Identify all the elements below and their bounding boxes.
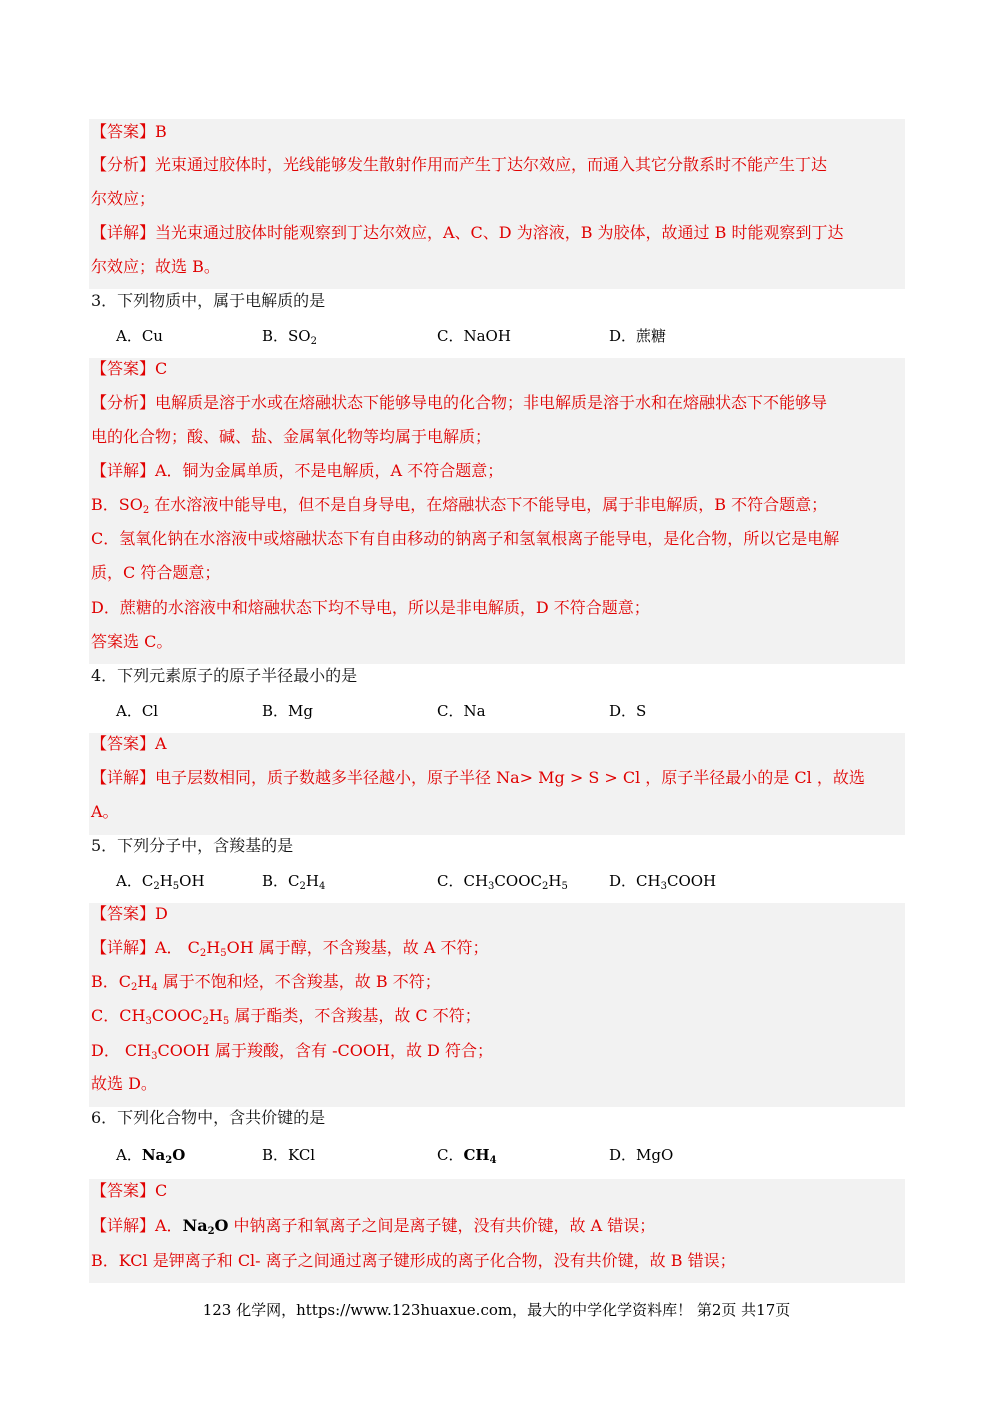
q5-detail-line2: B．$C_2H_4$ 属于不饱和烃，不含羧基，故 B 不符； <box>91 972 441 993</box>
page-footer: 123 化学网，https://www.123huaxue.com，最大的中学化学资料库！ 第2页 共17页 <box>202 1301 791 1319</box>
q5-detail-line4: D． $CH_3COOH$ 属于羧酸，含有 -COOH，故 D 符合； <box>91 1041 493 1062</box>
q6-option-d: D．MgO <box>609 1146 674 1164</box>
q5-detail-line1: 【详解】A． $C_2H_5OH$ 属于醇，不含羧基，故 A 不符； <box>91 938 489 959</box>
q6-stem: 6．下列化合物中，含共价键的是 <box>91 1108 326 1127</box>
q2-answer: 【答案】B <box>91 122 167 141</box>
q5-detail-line3: C．$CH_3COOC_2H_5$ 属于酯类，不含羧基，故 C 不符； <box>91 1006 481 1027</box>
q3-option-b: B．$SO_2$ <box>262 327 317 347</box>
q3-detail-line5: D．蔗糖的水溶液中和熔融状态下均不导电，所以是非电解质，D 不符合题意； <box>91 598 650 617</box>
q4-option-c: C．Na <box>437 702 486 720</box>
q2-detail-line2: 尔效应；故选 B。 <box>91 257 220 276</box>
q4-option-b: B．Mg <box>262 702 313 720</box>
q5-option-b: B．$C_2H_4$ <box>262 872 326 892</box>
q3-option-a: A．Cu <box>116 327 163 345</box>
q2-analysis-line1: 【分析】光束通过胶体时，光线能够发生散射作用而产生丁达尔效应，而通入其它分散系时不能产生丁达 <box>91 155 828 174</box>
q3-analysis-line1: 【分析】电解质是溶于水或在熔融状态下能够导电的化合物；非电解质是溶于水和在熔融状态下不能够导 <box>91 393 828 412</box>
q3-analysis-line2: 电的化合物；酸、碱、盐、金属氧化物等均属于电解质； <box>91 427 492 446</box>
q6-answer: 【答案】C <box>91 1181 168 1200</box>
q3-detail-line2: B．$SO_2$ 在水溶液中能导电，但不是自身导电，在熔融状态下不能导电，属于非电解质，B 不符合题意； <box>91 495 828 516</box>
q3-detail-line1: 【详解】A．铜为金属单质，不是电解质，A 不符合题意； <box>91 461 504 480</box>
q2-detail-line1: 【详解】当光束通过胶体时能观察到丁达尔效应，A、C、D 为溶液，B 为胶体，故通过 B 时能观察到丁达 <box>91 223 844 242</box>
q5-option-a: A．$C_2H_5OH$ <box>116 872 205 892</box>
q5-option-d: D．$CH_3COOH$ <box>609 872 717 892</box>
q5-detail-line5: 故选 D。 <box>91 1074 157 1093</box>
q4-answer: 【答案】A <box>91 734 167 753</box>
q3-detail-line4: 质，C 符合题意； <box>91 563 221 582</box>
q4-option-a: A．Cl <box>116 702 159 720</box>
q4-detail-line1: 【详解】电子层数相同，质子数越多半径越小，原子半径 Na> Mg > S > Cl ，原子半径最小的是 Cl ，故选 <box>91 768 865 787</box>
q2-analysis-line2: 尔效应； <box>91 189 156 208</box>
q3-detail-line3: C．氢氧化钠在水溶液中或熔融状态下有自由移动的钠离子和氢氧根离子能导电，是化合物，所以它是电解 <box>91 529 840 548</box>
q3-option-c: C．NaOH <box>437 327 511 345</box>
q3-detail-line6: 答案选 C。 <box>91 632 173 651</box>
q3-stem: 3．下列物质中，属于电解质的是 <box>91 291 326 310</box>
q4-stem: 4．下列元素原子的原子半径最小的是 <box>91 666 358 685</box>
q4-detail-line2: A。 <box>91 802 119 821</box>
q6-option-b: B．KCl <box>262 1146 316 1164</box>
q6-option-c: C．$CH_4$ <box>437 1146 497 1166</box>
q5-option-c: C．$CH_3COOC_2H_5$ <box>437 872 568 892</box>
q5-stem: 5．下列分子中，含羧基的是 <box>91 836 294 855</box>
q6-detail-line1: 【详解】A．$Na_2O$ 中钠离子和氧离子之间是离子键，没有共价键，故 A 错误； <box>91 1216 656 1237</box>
q3-answer: 【答案】C <box>91 359 168 378</box>
q4-option-d: D．S <box>609 702 647 720</box>
q5-answer: 【答案】D <box>91 904 168 923</box>
q6-detail-line2: B．KCl 是钾离子和 Cl- 离子之间通过离子键形成的离子化合物，没有共价键，故 B 错误； <box>91 1251 736 1270</box>
q3-option-d: D．蔗糖 <box>609 327 667 345</box>
q6-option-a: A．$Na_2O$ <box>116 1146 186 1166</box>
